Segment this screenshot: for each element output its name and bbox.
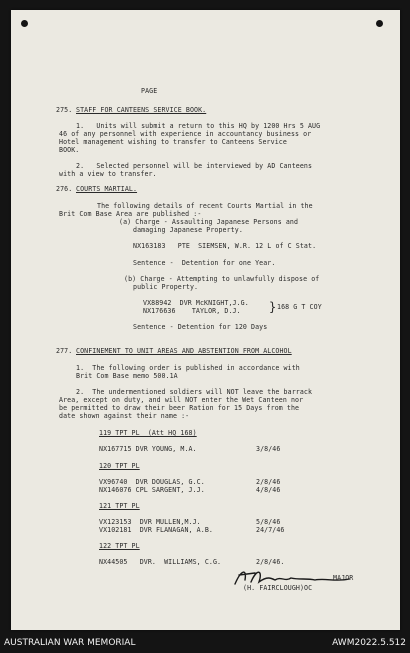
soldier-date: 2/8/46. [256, 558, 285, 566]
platoon-heading: 122 TPT PL [99, 542, 140, 550]
bracket: } [269, 300, 277, 314]
page-heading: PAGE [141, 87, 158, 95]
paragraph-line: Brit Com Base memo 500.1A [76, 372, 178, 380]
platoon-heading: 119 TPT PL (Att HQ 168) [99, 429, 197, 437]
record-line: NX163183 PTE SIEMSEN, W.R. 12 L of C Stat. [133, 242, 317, 250]
section-title: STAFF FOR CANTEENS SERVICE BOOK. [76, 106, 207, 114]
sentence-line: Sentence - Detention for 120 Days [133, 323, 268, 331]
footer-reference: AWM2022.5.512 [332, 638, 406, 648]
paragraph-line: Hotel management wishing to transfer to Canteens Service [59, 138, 287, 146]
soldier-entry: VX102181 DVR FLANAGAN, A.B. [99, 526, 213, 534]
signatory-rank: MAJOR [333, 574, 354, 582]
paragraph-line: 1. The following order is published in accordance with [76, 364, 300, 372]
section-number: 275. [56, 106, 73, 114]
section-number: 276. [56, 185, 73, 193]
paragraph-line: The following details of recent Courts Martial in the [97, 202, 313, 210]
soldier-entry: VX123153 DVR MULLEN,M.J. [99, 518, 201, 526]
soldier-date: 3/8/46 [256, 445, 281, 453]
soldier-entry: NX167715 DVR YOUNG, M.A. [99, 445, 197, 453]
section-title: CONFINEMENT TO UNIT AREAS AND ABSTENTION FROM ALCOHOL [76, 347, 292, 355]
soldier-entry: VX96740 DVR DOUGLAS, G.C. [99, 478, 205, 486]
soldier-date: 24/7/46 [256, 526, 285, 534]
paragraph-line: BOOK. [59, 146, 80, 154]
paragraph-line: be permitted to draw their beer Ration for 15 Days from the [59, 404, 300, 412]
paragraph-line: public Property. [133, 283, 199, 291]
document-page [11, 10, 400, 630]
paragraph-line: 46 of any personnel with experience in accountancy business or [59, 130, 312, 138]
section-title: COURTS MARTIAL. [76, 185, 138, 193]
punch-hole [21, 20, 28, 27]
paragraph-line: (b) Charge - Attempting to unlawfully dispose of [124, 275, 320, 283]
paragraph-line: damaging Japanese Property. [133, 226, 243, 234]
unit-label: 168 G T COY [277, 303, 322, 311]
platoon-heading: 121 TPT PL [99, 502, 140, 510]
archive-footer [0, 634, 410, 653]
paragraph-line: 2. Selected personnel will be interviewed by AD Canteens [76, 162, 313, 170]
paragraph-line: date shown against their name :- [59, 412, 190, 420]
footer-source: AUSTRALIAN WAR MEMORIAL [4, 638, 136, 648]
punch-hole [376, 20, 383, 27]
soldier-date: 2/8/46 [256, 478, 281, 486]
sentence-line: Sentence - Detention for one Year. [133, 259, 276, 267]
paragraph-line: 2. The undermentioned soldiers will NOT leave the barrack [76, 388, 313, 396]
platoon-heading: 120 TPT PL [99, 462, 140, 470]
soldier-date: 5/8/46 [256, 518, 281, 526]
record-line: VX88942 DVR McKNIGHT,J.G. [143, 299, 249, 307]
signatory-name: (H. FAIRCLOUGH)OC [243, 584, 313, 592]
record-line: NX176636 TAYLOR, D.J. [143, 307, 241, 315]
soldier-date: 4/8/46 [256, 486, 281, 494]
paragraph-line: (a) Charge - Assaulting Japanese Persons and [119, 218, 299, 226]
paragraph-line: with a view to transfer. [59, 170, 157, 178]
soldier-entry: NX146076 CPL SARGENT, J.J. [99, 486, 205, 494]
paragraph-line: 1. Units will submit a return to this HQ by 1200 Hrs 5 AUG [76, 122, 321, 130]
section-number: 277. [56, 347, 73, 355]
soldier-entry: NX44505 DVR. WILLIAMS, C.G. [99, 558, 222, 566]
paragraph-line: Area, except on duty, and will NOT enter the Wet Canteen nor [59, 396, 304, 404]
paragraph-line: Brit Com Base Area are published :- [59, 210, 202, 218]
